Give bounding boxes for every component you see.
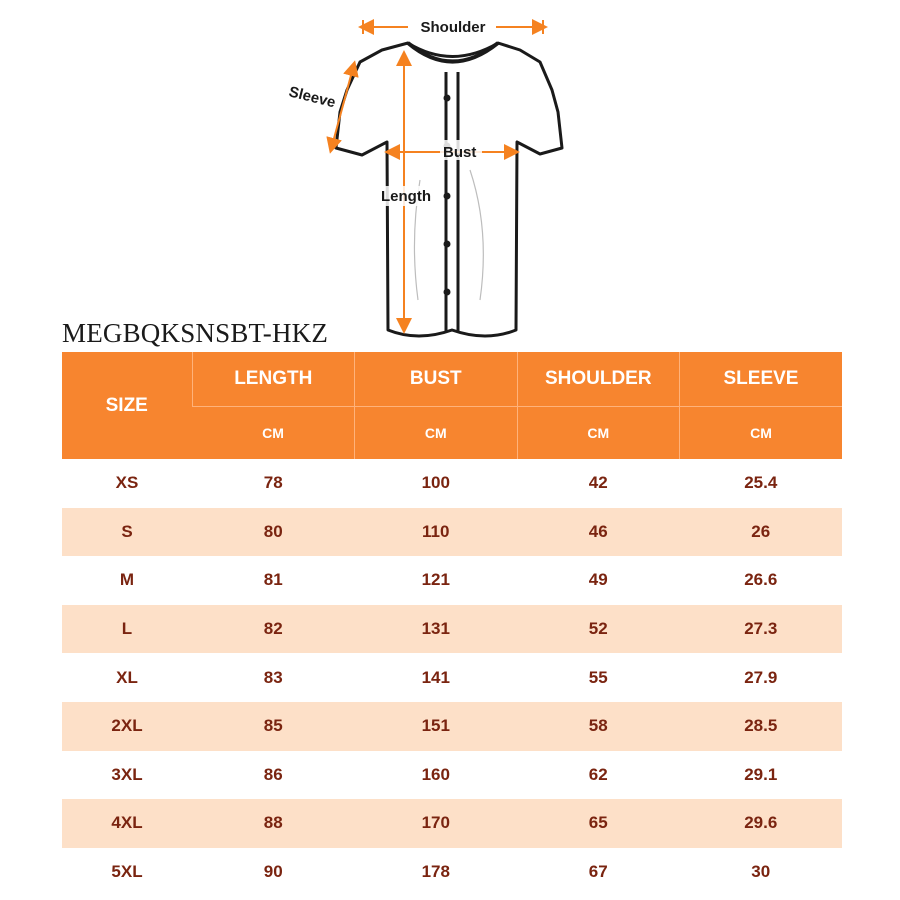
size-chart-header bbox=[62, 352, 842, 459]
length-cell: 86 bbox=[192, 751, 355, 800]
size-cell: 3XL bbox=[62, 751, 192, 800]
bust-cell: 160 bbox=[355, 751, 518, 800]
table-row bbox=[62, 702, 842, 751]
sleeve-cell: 27.3 bbox=[680, 605, 843, 654]
table-row bbox=[62, 653, 842, 702]
shoulder-cell: 52 bbox=[517, 605, 680, 654]
shoulder-cell: 42 bbox=[517, 459, 680, 508]
size-cell: XS bbox=[62, 459, 192, 508]
size-cell: XL bbox=[62, 653, 192, 702]
size-cell: 4XL bbox=[62, 799, 192, 848]
sleeve-cell: 28.5 bbox=[680, 702, 843, 751]
length-cell: 81 bbox=[192, 556, 355, 605]
length-cell: 85 bbox=[192, 702, 355, 751]
bust-cell: 121 bbox=[355, 556, 518, 605]
header-shoulder: SHOULDER bbox=[517, 352, 680, 407]
table-row bbox=[62, 556, 842, 605]
unit-bust: CM bbox=[355, 407, 518, 460]
table-row bbox=[62, 508, 842, 557]
shoulder-cell: 55 bbox=[517, 653, 680, 702]
bust-label: Bust bbox=[443, 144, 477, 161]
length-cell: 83 bbox=[192, 653, 355, 702]
sleeve-cell: 26 bbox=[680, 508, 843, 557]
sleeve-cell: 29.1 bbox=[680, 751, 843, 800]
unit-sleeve: CM bbox=[680, 407, 843, 460]
size-cell: 5XL bbox=[62, 848, 192, 897]
table-row bbox=[62, 605, 842, 654]
bust-cell: 131 bbox=[355, 605, 518, 654]
table-row bbox=[62, 751, 842, 800]
length-cell: 78 bbox=[192, 459, 355, 508]
baseball-jersey-icon bbox=[336, 43, 562, 336]
unit-shoulder: CM bbox=[517, 407, 680, 460]
shirt-measurement-diagram bbox=[0, 0, 900, 345]
table-row bbox=[62, 799, 842, 848]
length-cell: 82 bbox=[192, 605, 355, 654]
bust-cell: 100 bbox=[355, 459, 518, 508]
size-cell: 2XL bbox=[62, 702, 192, 751]
bust-cell: 151 bbox=[355, 702, 518, 751]
shoulder-label: Shoulder bbox=[420, 19, 486, 36]
unit-length: CM bbox=[192, 407, 355, 460]
shoulder-cell: 49 bbox=[517, 556, 680, 605]
bust-cell: 141 bbox=[355, 653, 518, 702]
shoulder-cell: 65 bbox=[517, 799, 680, 848]
length-cell: 80 bbox=[192, 508, 355, 557]
length-label: Length bbox=[381, 188, 431, 205]
sleeve-cell: 27.9 bbox=[680, 653, 843, 702]
size-chart-table bbox=[62, 352, 842, 896]
header-sleeve: SLEEVE bbox=[680, 352, 843, 407]
shoulder-cell: 67 bbox=[517, 848, 680, 897]
header-length: LENGTH bbox=[192, 352, 355, 407]
table-row bbox=[62, 848, 842, 897]
size-cell: M bbox=[62, 556, 192, 605]
bust-cell: 110 bbox=[355, 508, 518, 557]
sleeve-cell: 30 bbox=[680, 848, 843, 897]
sleeve-cell: 25.4 bbox=[680, 459, 843, 508]
shoulder-cell: 58 bbox=[517, 702, 680, 751]
table-row bbox=[62, 459, 842, 508]
size-chart-body bbox=[62, 459, 842, 896]
shoulder-cell: 62 bbox=[517, 751, 680, 800]
length-cell: 90 bbox=[192, 848, 355, 897]
sleeve-cell: 29.6 bbox=[680, 799, 843, 848]
bust-cell: 178 bbox=[355, 848, 518, 897]
size-cell: L bbox=[62, 605, 192, 654]
sleeve-cell: 26.6 bbox=[680, 556, 843, 605]
size-cell: S bbox=[62, 508, 192, 557]
bust-cell: 170 bbox=[355, 799, 518, 848]
shoulder-measure-arrow bbox=[363, 19, 543, 36]
product-code: MEGBQKSNSBT-HKZ bbox=[62, 318, 329, 348]
sleeve-label: Sleeve bbox=[287, 83, 338, 112]
length-cell: 88 bbox=[192, 799, 355, 848]
shoulder-cell: 46 bbox=[517, 508, 680, 557]
header-size: SIZE bbox=[62, 352, 192, 459]
header-bust: BUST bbox=[355, 352, 518, 407]
